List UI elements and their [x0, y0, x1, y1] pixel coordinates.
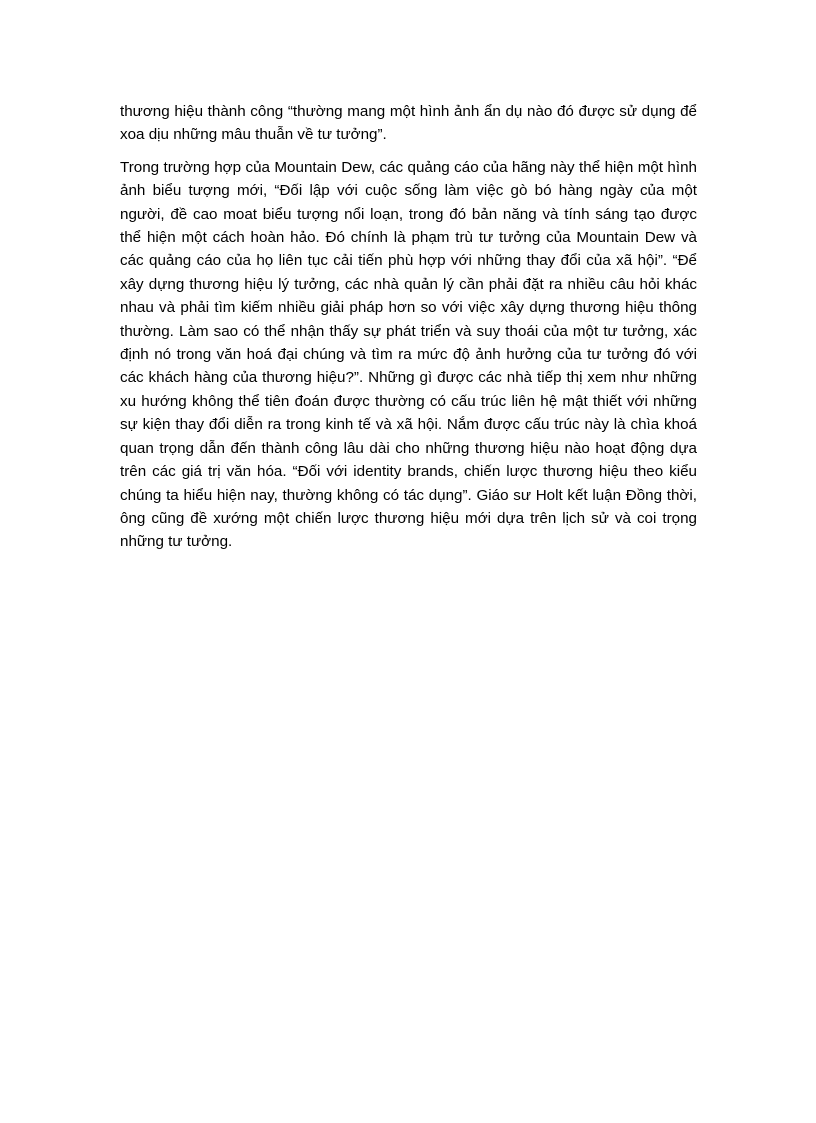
document-body	[120, 100, 697, 554]
paragraph-mountain-dew: Trong trường hợp của Mountain Dew, các quảng cáo của hãng này thể hiện một hình ảnh biểu tượng mới, “Đối lập với cuộc sống làm việc gò bó hàng ngày của một người, đề cao moat biểu tượng nổi loạn, trong đó bản năng và tính sáng tạo được thể hiện một cách hoàn hảo. Đó chính là phạm trù tư tưởng của Mountain Dew và các quảng cáo của họ liên tục cải tiến phù hợp với những thay đổi của xã hội”. “Để xây dựng thương hiệu lý tưởng, các nhà quản lý cần phải đặt ra nhiều câu hỏi khác nhau và phải tìm kiếm nhiều giải pháp hơn so với việc xây dựng thương hiệu thông thường. Làm sao có thể nhận thấy sự phát triển và suy thoái của một tư tưởng, xác định nó trong văn hoá đại chúng và tìm ra mức độ ảnh hưởng của tư tưởng đó với các khách hàng của thương hiệu?”. Những gì được các nhà tiếp thị xem như những xu hướng không thể tiên đoán được thường có cấu trúc liên hệ mật thiết với những sự kiện thay đổi diễn ra trong kinh tế và xã hội. Nắm được cấu trúc này là chìa khoá quan trọng dẫn đến thành công lâu dài cho những thương hiệu nào hoạt động dựa trên các giá trị văn hóa. “Đối với identity brands, chiến lược thương hiệu theo kiểu chúng ta hiểu hiện nay, thường không có tác dụng”. Giáo sư Holt kết luận Đồng thời, ông cũng đề xướng một chiến lược thương hiệu mới dựa trên lịch sử và coi trọng những tư tưởng.	[120, 158, 697, 551]
paragraph-continuation: thương hiệu thành công “thường mang một hình ảnh ẩn dụ nào đó được sử dụng để xoa dịu những mâu thuẫn về tư tưởng”.	[120, 103, 697, 144]
